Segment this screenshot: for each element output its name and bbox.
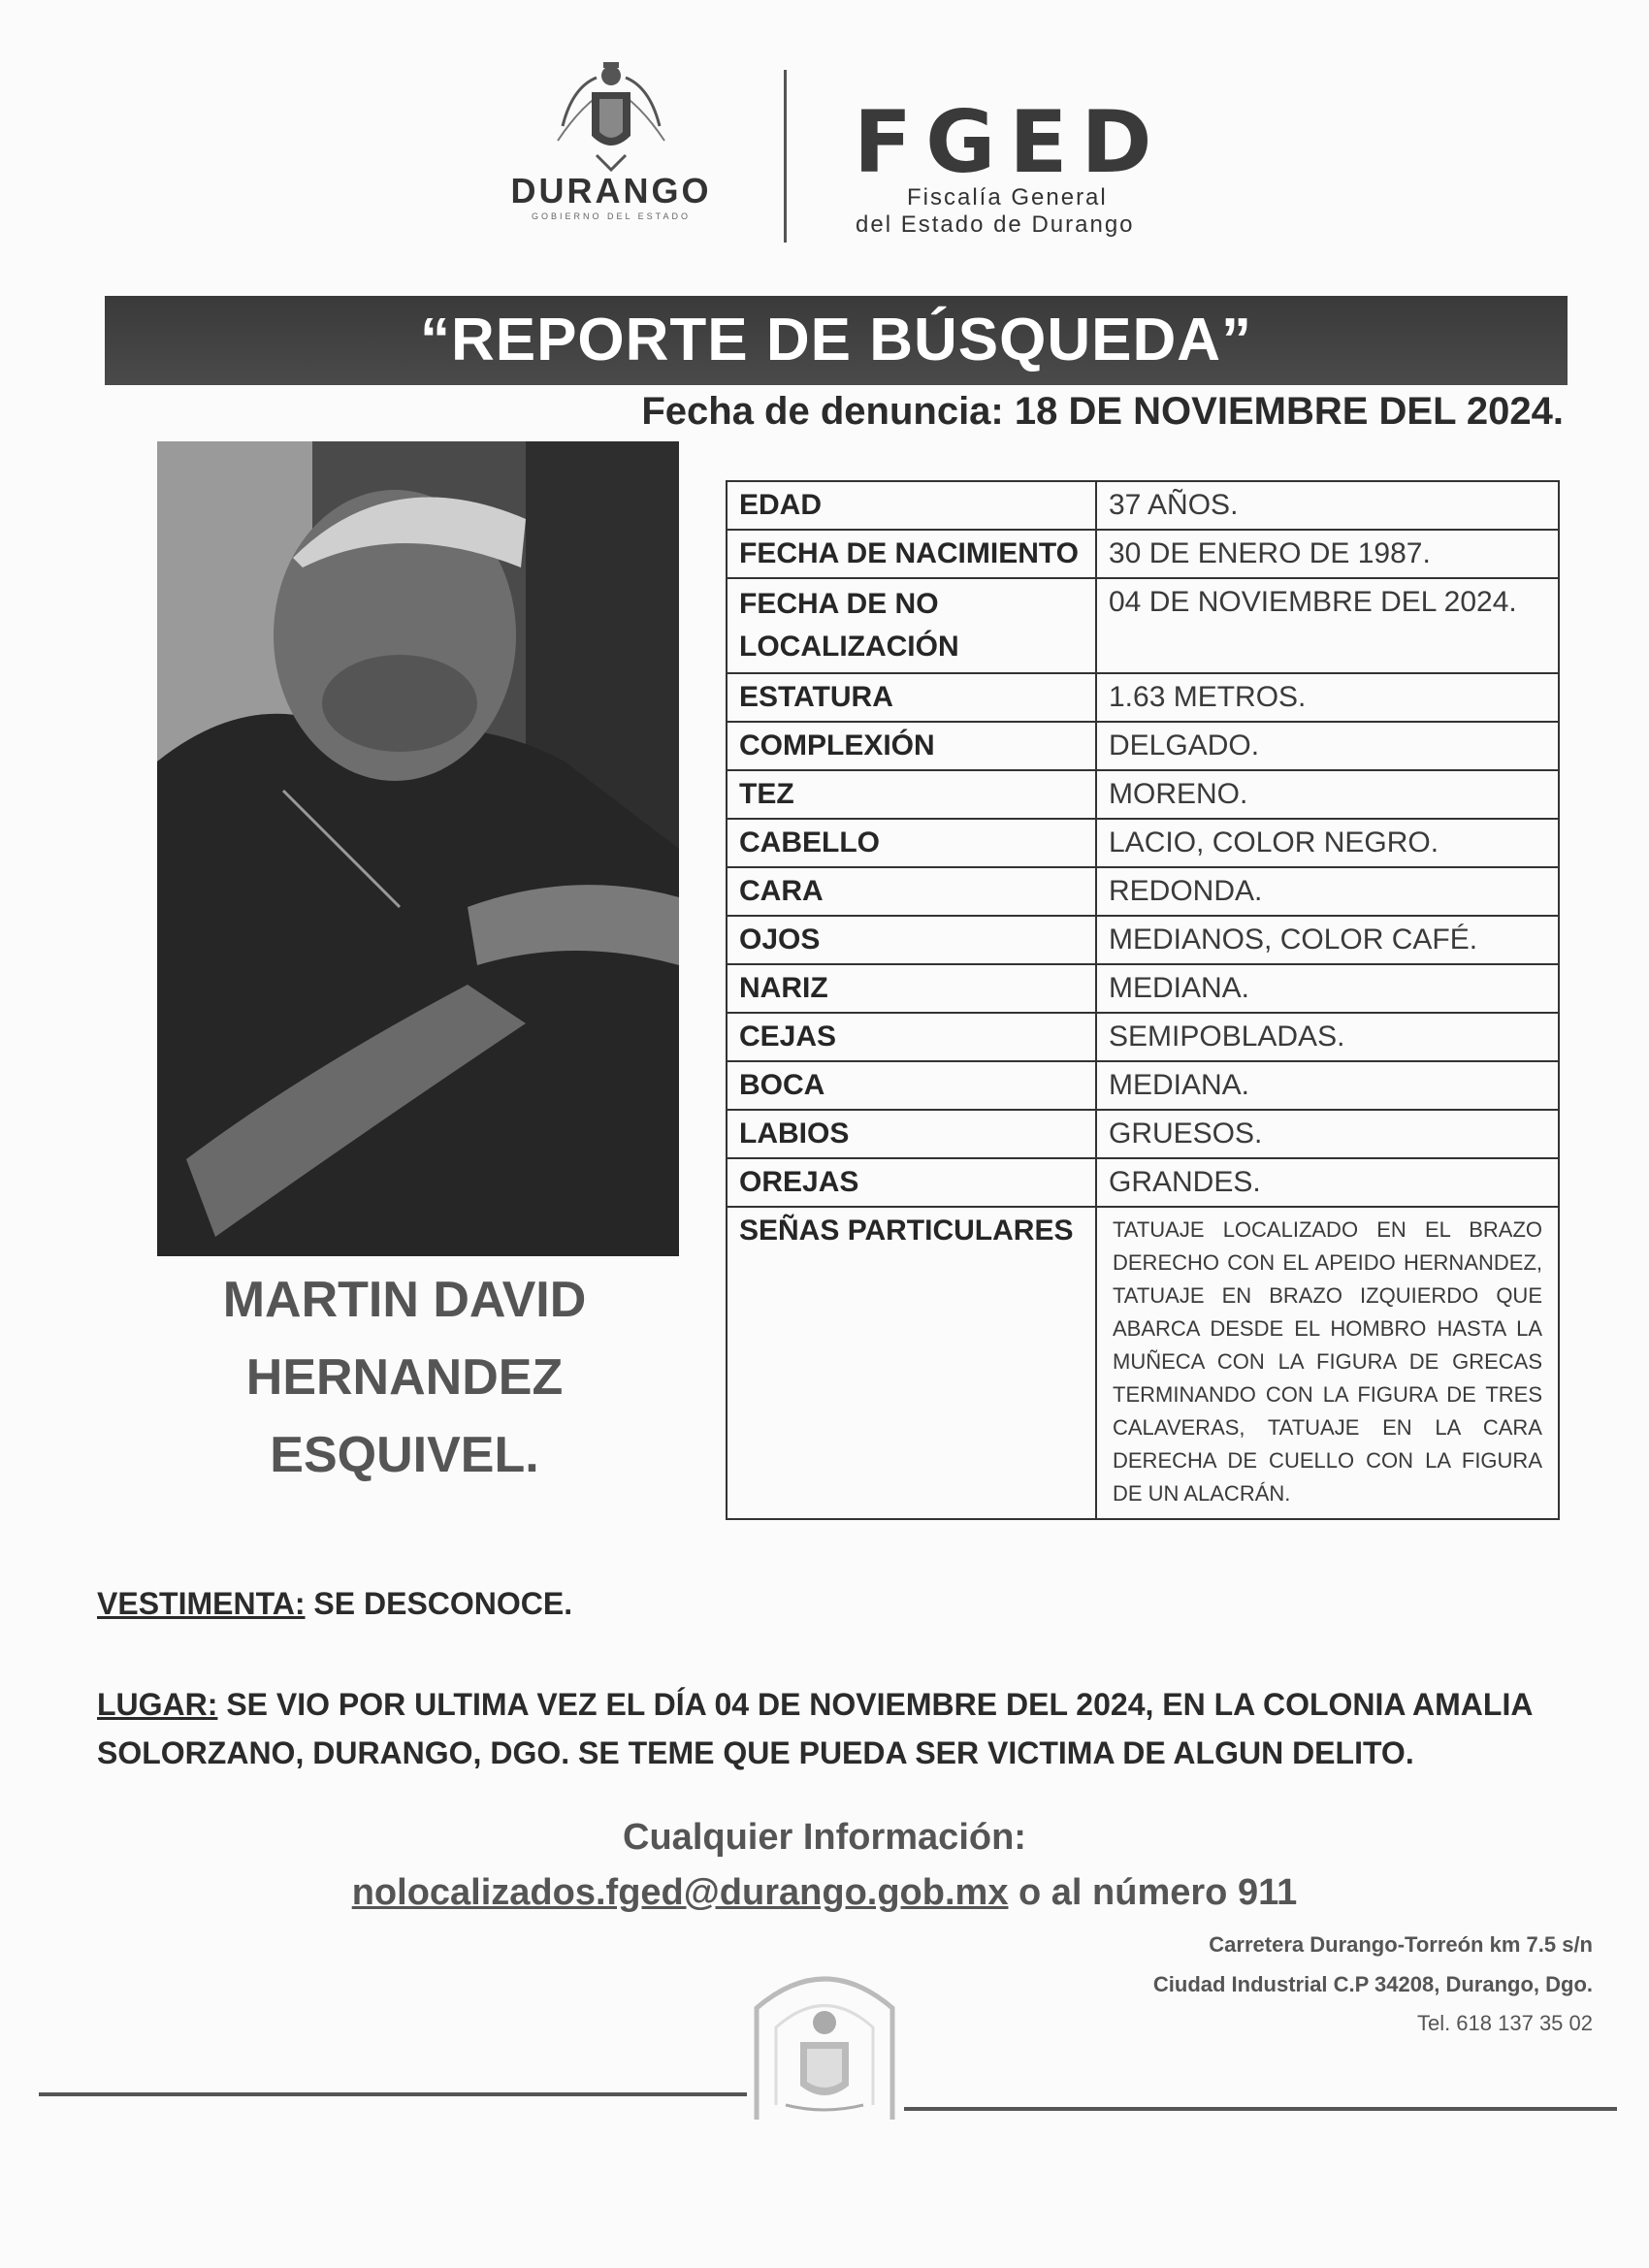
table-row [727,1207,1559,1519]
detail-value: MORENO. [1096,770,1559,819]
table-row [727,916,1559,964]
header-divider [784,70,787,243]
table-row [727,530,1559,578]
vestimenta-label: VESTIMENTA: [97,1586,306,1621]
lugar-line [97,1680,1571,1777]
table-row [727,1061,1559,1110]
address-phone: Tel. 618 137 35 02 [1416,2011,1593,2035]
table-row [727,770,1559,819]
contact-title: Cualquier Información: [623,1817,1026,1858]
table-row [727,578,1559,673]
detail-label: ESTATURA [727,673,1096,722]
detail-value: MEDIANA. [1096,964,1559,1013]
detail-label: BOCA [727,1061,1096,1110]
detail-label: CABELLO [727,819,1096,867]
lugar-value: SE VIO POR ULTIMA VEZ EL DÍA 04 DE NOVIEMBRE DEL 2024, EN LA COLONIA AMALIA SOLORZANO, DURANGO, DGO. SE TEME QUE PUEDA SER VICTIMA DE ALGUN DELITO. [97,1687,1533,1770]
person-name [157,1261,652,1494]
detail-label: EDAD [727,481,1096,530]
contact-phone-text: o al número 911 [1008,1872,1298,1913]
detail-label: COMPLEXIÓN [727,722,1096,770]
contact-email-link[interactable]: nolocalizados.fged@durango.gob.mx [351,1872,1009,1913]
detail-value: GRANDES. [1096,1158,1559,1207]
detail-value: MEDIANOS, COLOR CAFÉ. [1096,916,1559,964]
detail-value: MEDIANA. [1096,1061,1559,1110]
detail-value: SEMIPOBLADAS. [1096,1013,1559,1061]
table-row [727,964,1559,1013]
lugar-label: LUGAR: [97,1687,218,1722]
state-emblem-icon [747,1950,902,2120]
contact-line [0,1872,1649,1914]
detail-value: 37 AÑOS. [1096,481,1559,530]
durango-government-logo [456,58,766,243]
person-photo-image [157,441,679,1256]
durango-logo-text: DURANGO [510,171,712,211]
report-date: Fecha de denuncia: 18 DE NOVIEMBRE DEL 2024. [641,390,1564,433]
detail-label: NARIZ [727,964,1096,1013]
detail-value: 30 DE ENERO DE 1987. [1096,530,1559,578]
table-row [727,1013,1559,1061]
person-name-line3: ESQUIVEL. [270,1427,539,1483]
detail-value: 1.63 METROS. [1096,673,1559,722]
vestimenta-line [97,1586,572,1622]
table-row [727,1110,1559,1158]
report-title-banner: “REPORTE DE BÚSQUEDA” [105,296,1568,385]
detail-label: TEZ [727,770,1096,819]
detail-value: 04 DE NOVIEMBRE DEL 2024. [1096,578,1559,673]
detail-label: FECHA DE NACIMIENTO [727,530,1096,578]
detail-label: LABIOS [727,1110,1096,1158]
detail-label: OJOS [727,916,1096,964]
missing-person-photo [157,441,679,1256]
footer-divider-right [904,2107,1617,2111]
footer-divider-left [39,2092,747,2096]
detail-label: CEJAS [727,1013,1096,1061]
agency-acronym: FGED [854,92,1166,192]
detail-value: DELGADO. [1096,722,1559,770]
agency-name-line2: del Estado de Durango [856,211,1135,238]
person-details-table [726,480,1560,1520]
detail-label: SEÑAS PARTICULARES [727,1207,1096,1519]
detail-value: TATUAJE LOCALIZADO EN EL BRAZO DERECHO CON EL APEIDO HERNANDEZ, TATUAJE EN BRAZO IZQUIERDO QUE ABARCA DESDE EL HOMBRO HASTA LA MUÑECA CON LA FIGURA DE GRECAS TERMINANDO CON LA FIGURA DE TRES CALAVERAS, TATUAJE EN LA CARA DERECHA DE CUELLO CON LA FIGURA DE UN ALACRÁN. [1096,1207,1559,1519]
table-row [727,722,1559,770]
agency-name-line1: Fiscalía General [907,184,1108,211]
detail-value: GRUESOS. [1096,1110,1559,1158]
detail-label: FECHA DE NO LOCALIZACIÓN [727,578,1096,673]
vestimenta-value: SE DESCONOCE. [305,1586,573,1621]
person-name-line2: HERNANDEZ [245,1349,564,1406]
durango-logo-subtitle: GOBIERNO DEL ESTADO [531,211,692,221]
table-row [727,1158,1559,1207]
address-line1: Carretera Durango-Torreón km 7.5 s/n [1209,1932,1593,1957]
person-name-line1: MARTIN DAVID [222,1272,587,1328]
table-row [727,481,1559,530]
detail-value: REDONDA. [1096,867,1559,916]
table-row [727,867,1559,916]
table-row [727,673,1559,722]
table-row [727,819,1559,867]
detail-label: CARA [727,867,1096,916]
durango-crest-icon [543,58,679,175]
address-line2: Ciudad Industrial C.P 34208, Durango, Dgo. [1152,1972,1593,1996]
footer-emblem [747,1950,902,2120]
detail-label: OREJAS [727,1158,1096,1207]
detail-value: LACIO, COLOR NEGRO. [1096,819,1559,867]
